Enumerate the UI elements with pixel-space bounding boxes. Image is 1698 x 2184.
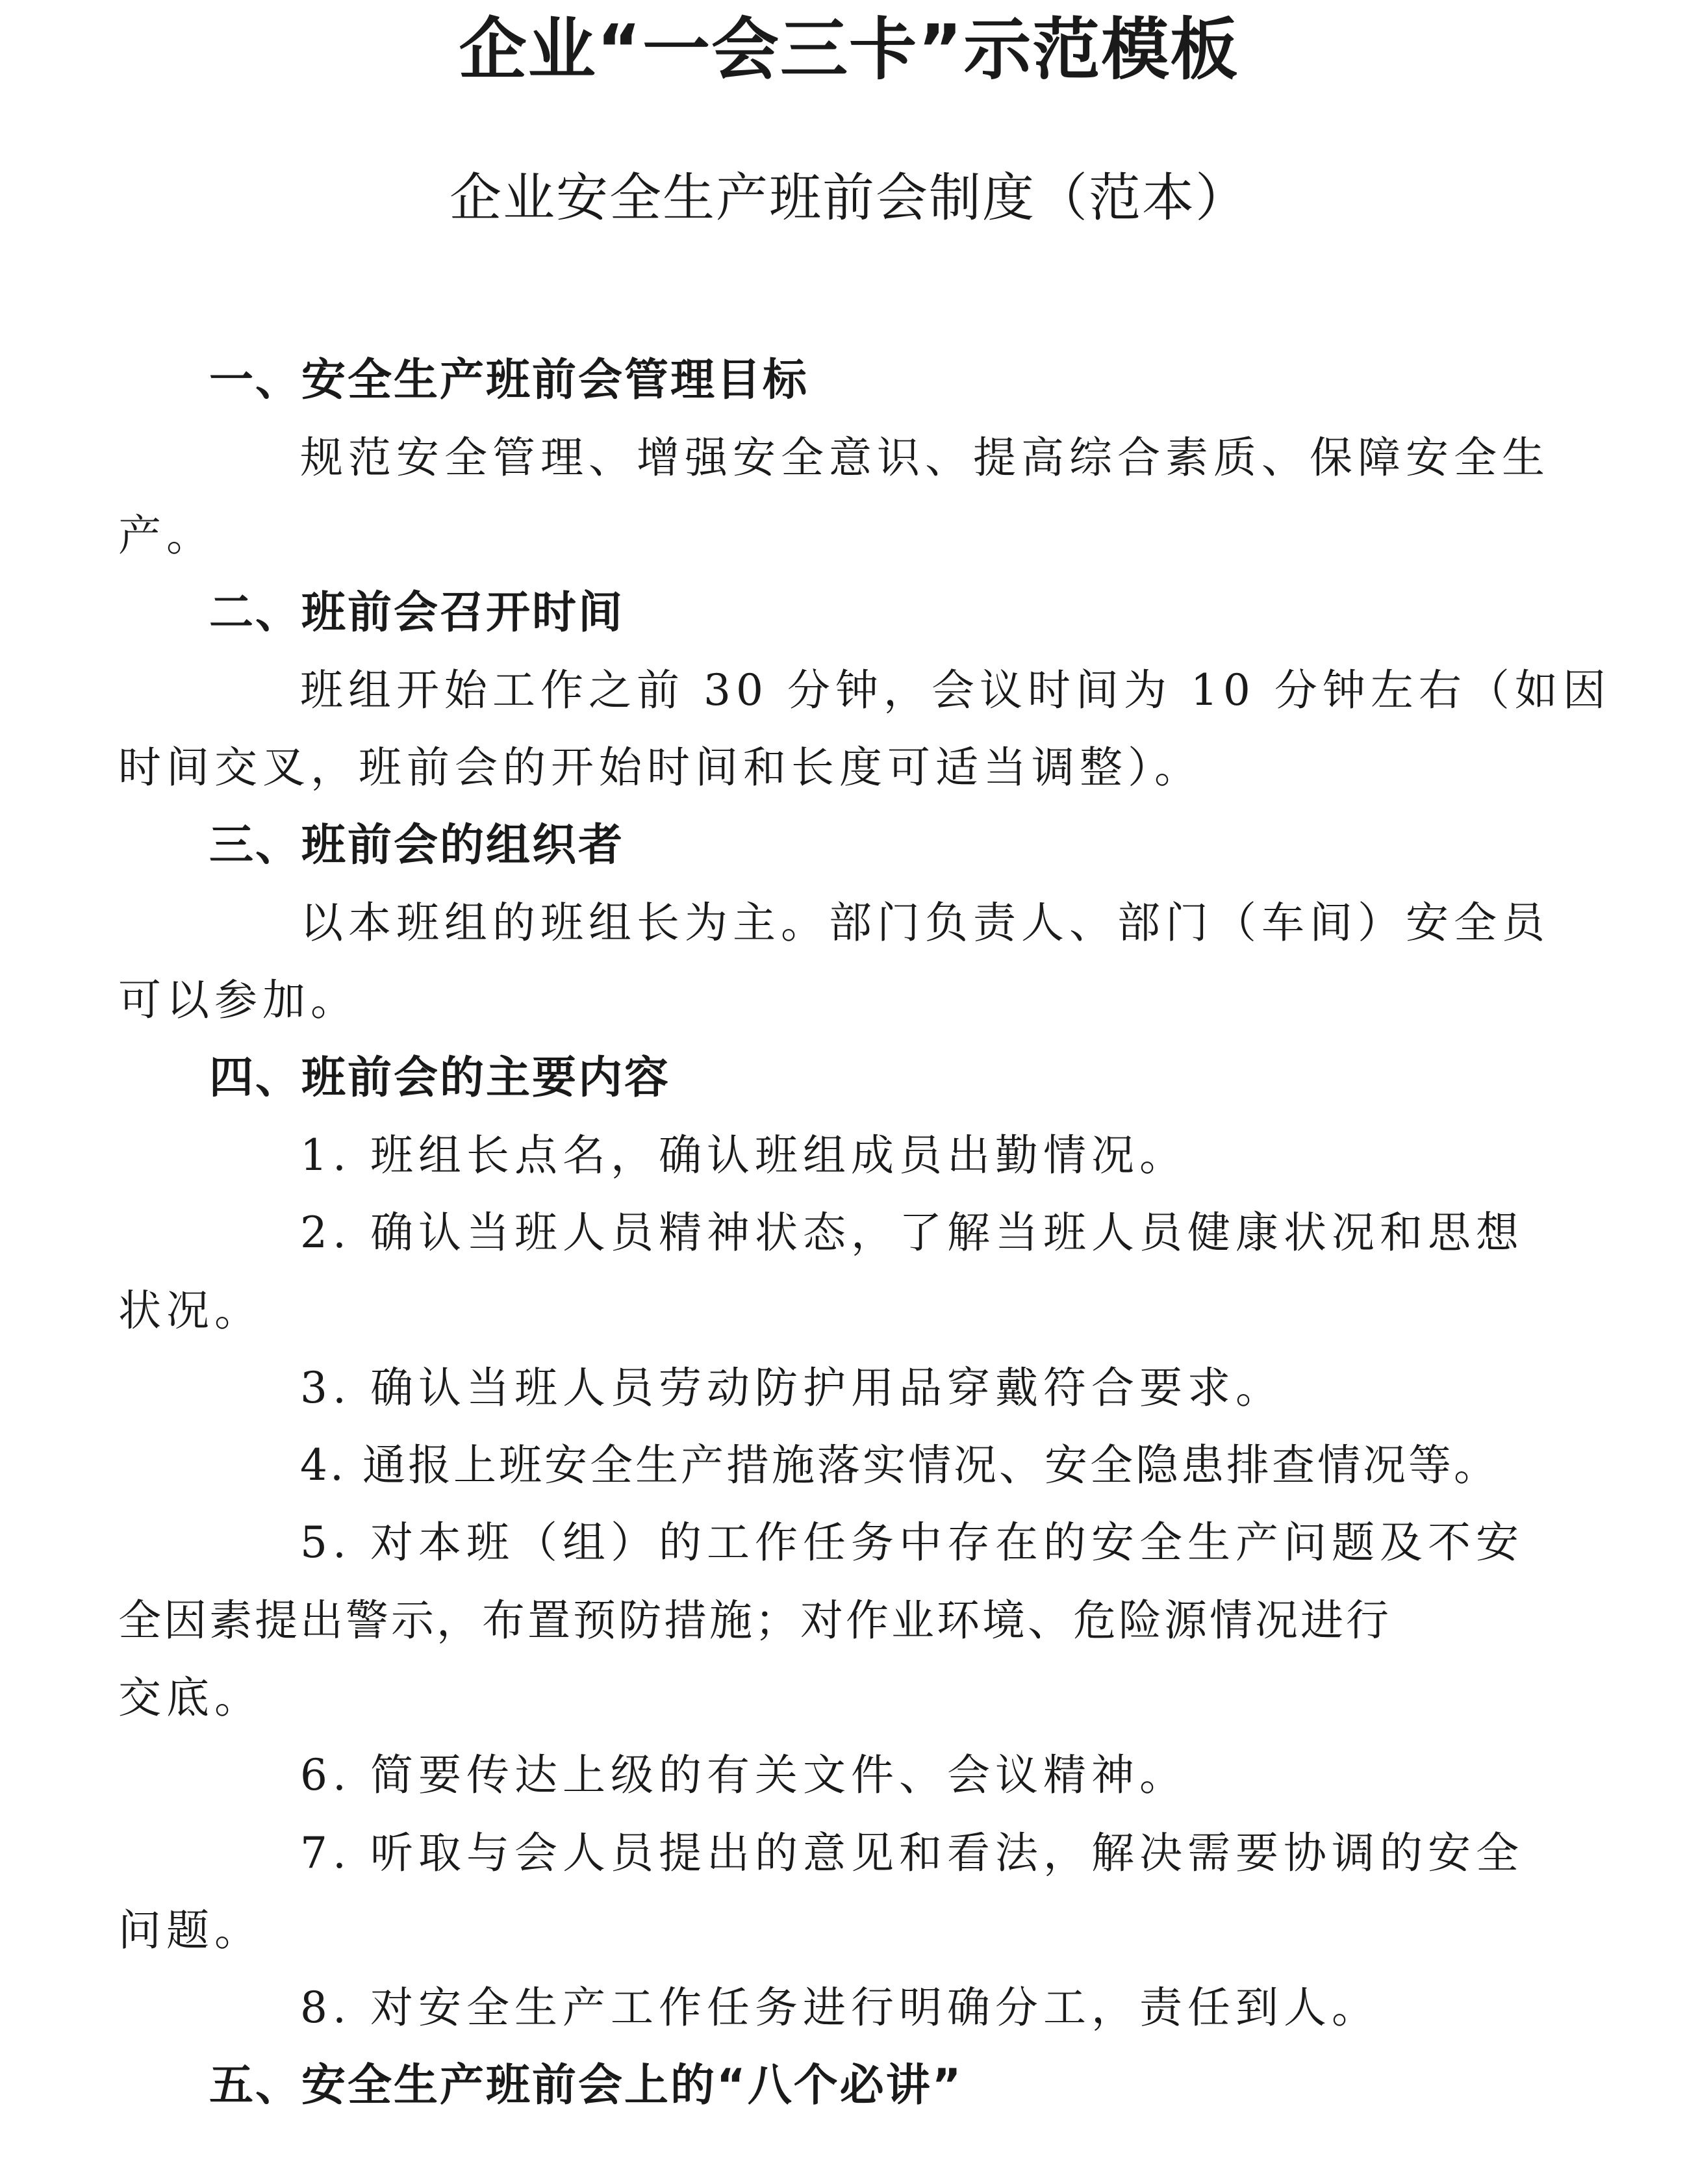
list-item: 4. 通报上班安全生产措施落实情况、安全隐患排查情况等。 <box>300 1440 1499 1491</box>
list-item: 6. 简要传达上级的有关文件、会议精神。 <box>300 1750 1187 1801</box>
paragraph-line: 可以参加。 <box>118 975 359 1026</box>
paragraph-line: 规范安全管理、增强安全意识、提高综合素质、保障安全生 <box>300 433 1550 483</box>
paragraph-line: 产。 <box>118 510 214 561</box>
list-item-continuation: 问题。 <box>118 1905 262 1955</box>
document-subtitle: 企业安全生产班前会制度（范本） <box>450 168 1248 228</box>
document-title: 企业“一会三卡”示范模板 <box>459 10 1239 89</box>
paragraph-line: 以本班组的班组长为主。部门负责人、部门（车间）安全员 <box>300 898 1550 948</box>
document-body <box>118 342 1611 2124</box>
list-item: 2. 确认当班人员精神状态，了解当班人员健康状况和思想 <box>300 1208 1524 1258</box>
list-item-continuation: 状况。 <box>118 1285 262 1336</box>
paragraph-line: 班组开始工作之前 30 分钟，会议时间为 10 分钟左右（如因 <box>300 665 1611 716</box>
list-item-continuation: 交底。 <box>118 1673 262 1723</box>
list-item: 5. 对本班（组）的工作任务中存在的安全生产问题及不安 <box>300 1517 1524 1568</box>
paragraph-line: 时间交叉，班前会的开始时间和长度可适当调整）。 <box>118 743 1202 793</box>
list-item: 8. 对安全生产工作任务进行明确分工，责任到人。 <box>300 1983 1380 2033</box>
list-item: 1. 班组长点名，确认班组成员出勤情况。 <box>300 1130 1187 1180</box>
section-heading: 四、班前会的主要内容 <box>209 1052 671 1104</box>
list-item: 7. 听取与会人员提出的意见和看法，解决需要协调的安全 <box>300 1827 1524 1878</box>
section-heading: 一、安全生产班前会管理目标 <box>209 355 809 406</box>
list-item-continuation: 全因素提出警示，布置预防措施；对作业环境、危险源情况进行 <box>118 1595 1391 1645</box>
list-item: 3. 确认当班人员劳动防护用品穿戴符合要求。 <box>300 1362 1284 1413</box>
section-heading: 五、安全生产班前会上的“八个必讲” <box>209 2059 963 2111</box>
section-heading: 三、班前会的组织者 <box>209 819 625 871</box>
section-heading: 二、班前会召开时间 <box>209 587 625 639</box>
